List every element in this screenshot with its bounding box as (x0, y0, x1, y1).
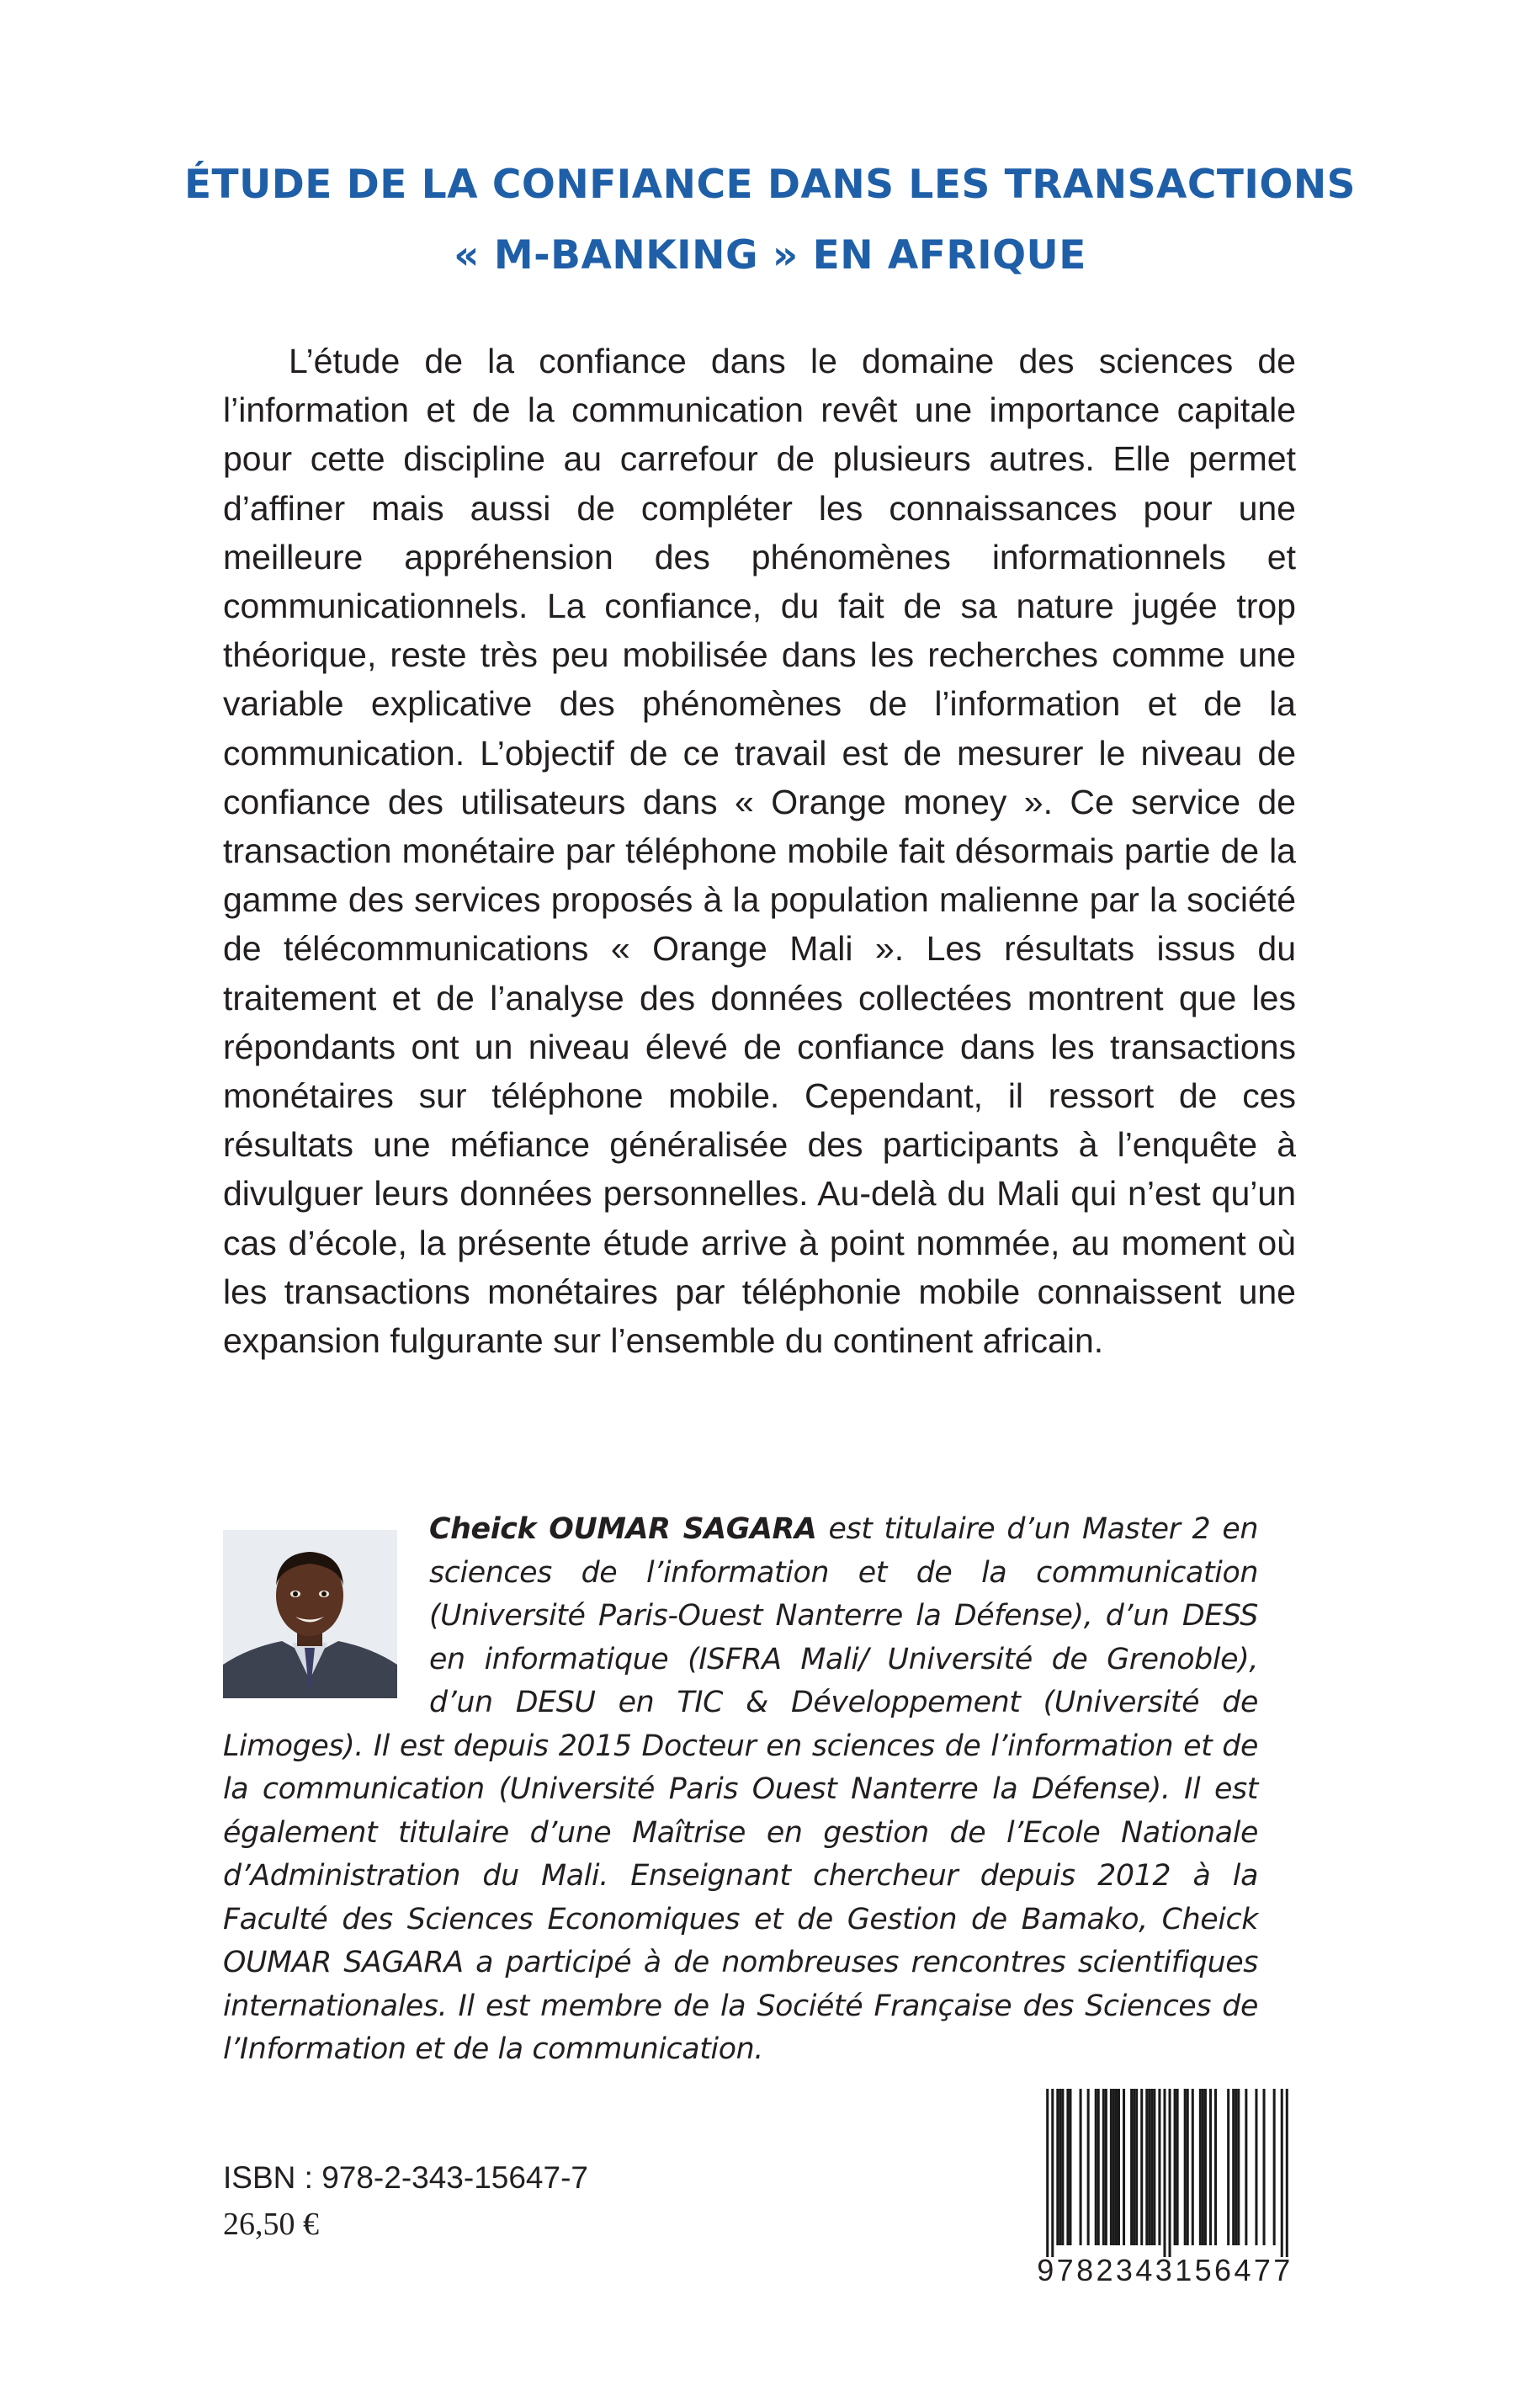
barcode-bar (1232, 2089, 1235, 2245)
barcode-bar (1059, 2089, 1061, 2245)
barcode-bar (1080, 2089, 1082, 2245)
barcode-bar (1066, 2089, 1069, 2245)
barcode-bar (1237, 2089, 1240, 2245)
barcode-bar (1105, 2089, 1107, 2245)
barcode-bar (1235, 2089, 1237, 2245)
author-bio-text: est titulaire d’un Master 2 en sciences de l’information et de la communication (Université Paris-Ouest Nanterre la Défense), d’un DESS en informatique (ISFRA Mali/ Université de Grenoble), d’un DESU en TIC & Développement (Université de Limoges). Il est depuis 2015 Docteur en sciences de l’information et de la communication (Université Paris Ouest Nanterre la Défense). Il est également titulaire d’une Maîtrise en gestion de l’Ecole Nationale d’Administration du Mali. Enseignant chercheur depuis 2012 à la Faculté des Sciences Economiques et de Gestion de Bamako, Cheick OUMAR SAGARA a participé à de nombreuses rencontres scientifiques internationales. Il est membre de la Société Française des Sciences de l’Information et de la communication. (223, 1512, 1258, 2066)
title-line-1: ÉTUDE DE LA CONFIANCE DANS LES TRANSACTIONS (183, 162, 1357, 208)
barcode-bar (1118, 2089, 1120, 2245)
barcode-bar (1169, 2089, 1171, 2257)
barcode-bar (1184, 2089, 1187, 2245)
barcode-bar (1202, 2089, 1204, 2245)
barcode-bar (1153, 2089, 1155, 2245)
barcode-bar (1174, 2089, 1176, 2245)
barcode-bar (1158, 2089, 1160, 2245)
barcode-bar (1263, 2089, 1266, 2245)
barcode-bar (1245, 2089, 1247, 2245)
barcode-bar (1286, 2089, 1288, 2257)
barcode-bar (1097, 2089, 1100, 2245)
barcode-bar (1227, 2089, 1229, 2245)
barcode-bar (1130, 2089, 1133, 2245)
barcode-bar (1095, 2089, 1097, 2245)
barcode-bar (1135, 2089, 1138, 2245)
barcode-bar (1110, 2089, 1113, 2245)
abstract-paragraph: L’étude de la confiance dans le domaine des sciences de l’information et de la communication revêt une importance capitale pour cette discipline au carrefour de plusieurs autres. Elle permet d’affiner mais aussi de compléter les connaissances pour une meilleure appréhension des phénomènes informationnels et communicationnels. La confiance, du fait de sa nature jugée trop théorique, reste très peu mobilisée dans les recherches comme une variable explicative des phénomènes de l’information et de la communication. L’objectif de ce travail est de mesurer le niveau de confiance des utilisateurs dans « Orange money ». Ce service de transaction monétaire par téléphone mobile fait désormais partie de la gamme des services proposés à la population malienne par la société de télécommunications « Orange Mali ». Les résultats issus du traitement et de l’analyse des données collectées montrent que les répondants ont un niveau élevé de confiance dans les transactions monétaires sur téléphone mobile. Cependant, il ressort de ces résultats une méfiance généralisée des participants à l’enquête à divulguer leurs données personnelles. Au-delà du Mali qui n’est qu’un cas d’école, la présente étude arrive à point nommée, au moment où les transactions monétaires par téléphonie mobile connaissent une expansion fulgurante sur l’ensemble du continent africain. (223, 342, 1296, 1361)
barcode-bar (1051, 2089, 1054, 2257)
book-title (0, 150, 1540, 291)
barcode-bar (1102, 2089, 1105, 2245)
barcode-bar (1255, 2089, 1257, 2245)
barcode-bar (1145, 2089, 1148, 2245)
author-bio (223, 1508, 1258, 2072)
title-line-2: « M-BANKING » EN AFRIQUE (454, 232, 1086, 279)
barcode-bar (1273, 2089, 1276, 2245)
barcode-bar (1214, 2089, 1217, 2245)
barcode-bar (1046, 2089, 1049, 2257)
barcode-bar (1113, 2089, 1115, 2245)
barcode-bar (1204, 2089, 1207, 2245)
price: 26,50 € (223, 2207, 319, 2242)
author-name: Cheick OUMAR SAGARA (429, 1512, 817, 1546)
barcode-bar (1115, 2089, 1118, 2245)
barcode-bar (1163, 2089, 1166, 2257)
barcode-bar (1199, 2089, 1202, 2245)
barcode-bar (1056, 2089, 1059, 2245)
barcode-bar (1069, 2089, 1071, 2245)
barcode-bar (1192, 2089, 1194, 2245)
barcode-bar (1176, 2089, 1179, 2245)
barcode-bar (1209, 2089, 1212, 2245)
barcode-bar (1123, 2089, 1125, 2245)
barcode-bar (1150, 2089, 1153, 2245)
barcode-bar (1187, 2089, 1189, 2245)
barcode-bar (1281, 2089, 1283, 2257)
isbn: ISBN : 978-2-343-15647-7 (223, 2160, 588, 2195)
barcode-bar (1087, 2089, 1090, 2245)
barcode-bar (1061, 2089, 1064, 2245)
barcode-bar (1133, 2089, 1135, 2245)
barcode-bar (1140, 2089, 1143, 2245)
barcode-digits: 9782343156477 (1037, 2253, 1293, 2287)
barcode (1028, 2089, 1306, 2264)
barcode-bar (1148, 2089, 1150, 2245)
